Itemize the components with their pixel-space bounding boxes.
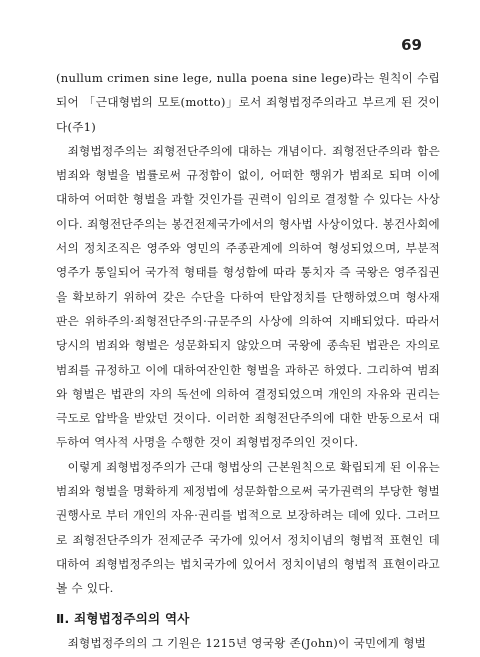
- page-number: 69: [401, 36, 422, 54]
- section-heading: Ⅱ. 죄형법정주의의 역사: [56, 610, 190, 626]
- paragraph-motto: (nullum crimen sine lege, nulla poena sine lege)라는 원칙이 수립되어 「근대형법의 모토(motto)」로서 죄형법정주의라고 부르게 된 것이다(주1): [56, 71, 440, 134]
- paragraph-history: 죄형법정주의의 그 기원은 1215년 영국왕 존(John)이 국민에게 형벌: [67, 635, 427, 650]
- paragraph-reason: 이렇게 죄형법정주의가 근대 형법상의 근본원칙으로 확립되게 된 이유는 범죄와 형벌을 명확하게 제정법에 성문화함으로써 국가권력의 부당한 형벌권행사로 부터 개인의 자유·권리를 법적으로 보장하려는 데에 있다. 그러므로 죄형전단주의가 전제군주 국가에 있어서 정치이념의 형법적 표현인 데 대하여 죄형법정주의는 법치국가에 있어서 정치이념의 형법적 표현이라고 볼 수 있다.: [56, 459, 440, 596]
- paragraph-definition: 죄형법정주의는 죄형전단주의에 대하는 개념이다. 죄형전단주의라 함은 범죄와 형벌을 법률로써 규정함이 없이, 어떠한 행위가 범죄로 되며 이에 대하여 어떠한 형벌을 과할 것인가를 권력이 임의로 결정할 수 있다는 사상이다. 죄형전단주의는 봉건전제국가에서의 형사법 사상이었다. 봉건사회에서의 정치조직은 영주와 영민의 주종관계에 의하여 형성되었으며, 부분적 영주가 통일되어 국가적 형태를 형성함에 따라 통치자 즉 국왕은 영주집권을 확보하기 위하여 갖은 수단을 다하여 탄압정치를 단행하였으며 형사재판은 위하주의·죄형전단주의·규문주의 사상에 의하여 지배되었다. 따라서 당시의 범죄와 형벌은 성문화되지 않았으며 국왕에 종속된 법관은 자의로 범죄를 규정하고 이에 대하여잔인한 형벌을 과하곤 하였다. 그리하여 범죄와 형벌은 법관의 자의 독선에 의하여 결정되었으며 개인의 자유와 권리는 극도로 압박을 받았던 것이다. 이러한 죄형전단주의에 대한 반동으로서 대두하여 역사적 사명을 수행한 것이 죄형법정주의인 것이다.: [56, 143, 440, 450]
- page-body: [56, 66, 440, 655]
